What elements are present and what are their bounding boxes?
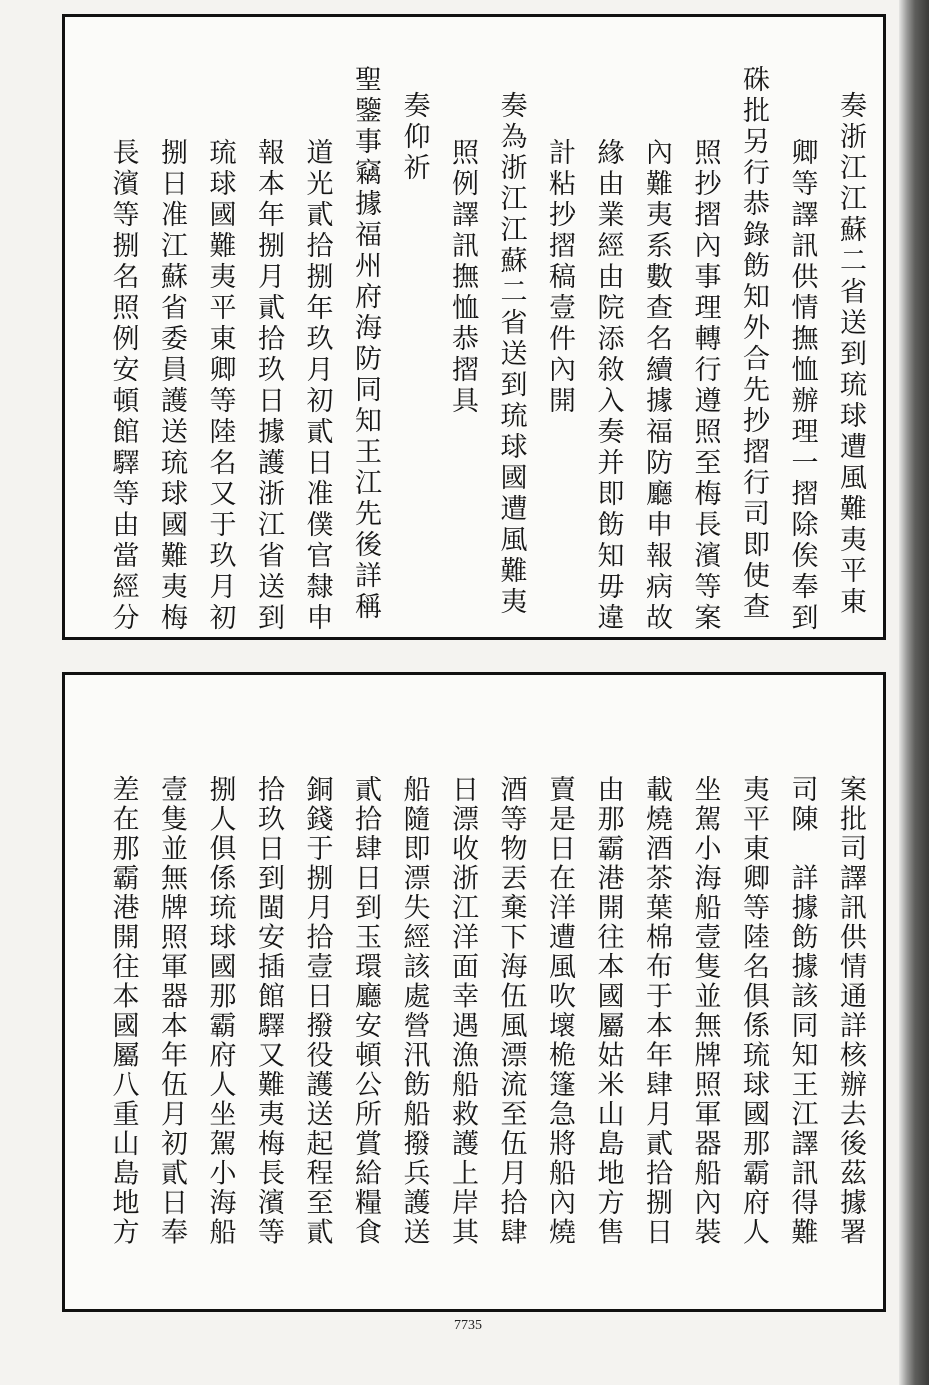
text-column: 船隨即漂失經該處營汛飭船撥兵護送: [398, 775, 430, 1247]
text-column: 長濱等捌名照例安頓館驛等由當經分: [107, 138, 139, 634]
text-column: 計粘抄摺稿壹件內開: [544, 138, 575, 417]
text-column: 日漂收浙江洋面幸遇漁船救護上岸其: [447, 775, 478, 1247]
text-column: 照例譯訊撫恤恭摺具: [447, 138, 478, 417]
text-column: 司陳 詳據飭據該同知王江譯訊得難: [786, 775, 818, 1247]
page-number: 7735: [454, 1318, 482, 1333]
text-column: 貳拾肆日到玉環廳安頓公所賞給糧食: [350, 775, 381, 1247]
text-column: 坐駕小海船壹隻並無牌照軍器船內裝: [689, 775, 721, 1247]
text-column: 銅錢于捌月拾壹日撥役護送起程至貳: [301, 775, 333, 1247]
text-column: 案批司譯訊供情通詳核辦去後茲據署: [835, 775, 866, 1247]
text-column: 捌人俱係琉球國那霸府人坐駕小海船: [204, 775, 236, 1247]
text-column: 酒等物丟棄下海伍風漂流至伍月拾肆: [495, 775, 527, 1247]
text-column: 硃批另行恭錄飭知外合先抄摺行司即使查: [738, 65, 769, 623]
page-edge-shadow: [899, 0, 929, 1385]
text-column: 聖鑒事竊據福州府海防同知王江先後詳稱: [350, 65, 381, 623]
text-column: 壹隻並無牌照軍器本年伍月初貳日奉: [156, 775, 187, 1247]
text-column: 差在那霸港開往本國屬八重山島地方: [107, 775, 139, 1247]
text-column: 奏為浙江江蘇二省送到琉球國遭風難夷: [495, 91, 527, 618]
text-column: 由那霸港開往本國屬姑米山島地方售: [592, 775, 624, 1247]
text-column: 奏浙江江蘇二省送到琉球遭風難夷平東: [835, 91, 866, 618]
text-column: 奏仰祈: [398, 91, 430, 184]
text-column: 照抄摺內事理轉行遵照至梅長濱等案: [689, 138, 721, 634]
text-column: 賣是日在洋遭風吹壞桅篷急將船內燒: [544, 775, 575, 1247]
text-column: 緣由業經由院添敘入奏并即飭知毋違: [592, 138, 624, 634]
text-column: 報本年捌月貳拾玖日據護浙江省送到: [253, 138, 284, 634]
text-column: 拾玖日到閩安插館驛又難夷梅長濱等: [253, 775, 284, 1247]
text-column: 載燒酒茶葉棉布于本年肆月貳拾捌日: [641, 775, 672, 1247]
text-column: 道光貳拾捌年玖月初貳日准僕官隸申: [301, 138, 333, 634]
text-column: 卿等譯訊供情撫恤辦理一摺除俟奉到: [786, 138, 818, 634]
text-column: 捌日准江蘇省委員護送琉球國難夷梅: [156, 138, 187, 634]
document-panel-top: [62, 14, 886, 640]
text-column: 琉球國難夷平東卿等陸名又于玖月初: [204, 138, 236, 634]
document-panel-bottom: [62, 672, 886, 1312]
text-column: 夷平東卿等陸名俱係琉球國那霸府人: [738, 775, 769, 1247]
text-column: 內難夷系數查名續據福防廳申報病故: [641, 138, 672, 634]
